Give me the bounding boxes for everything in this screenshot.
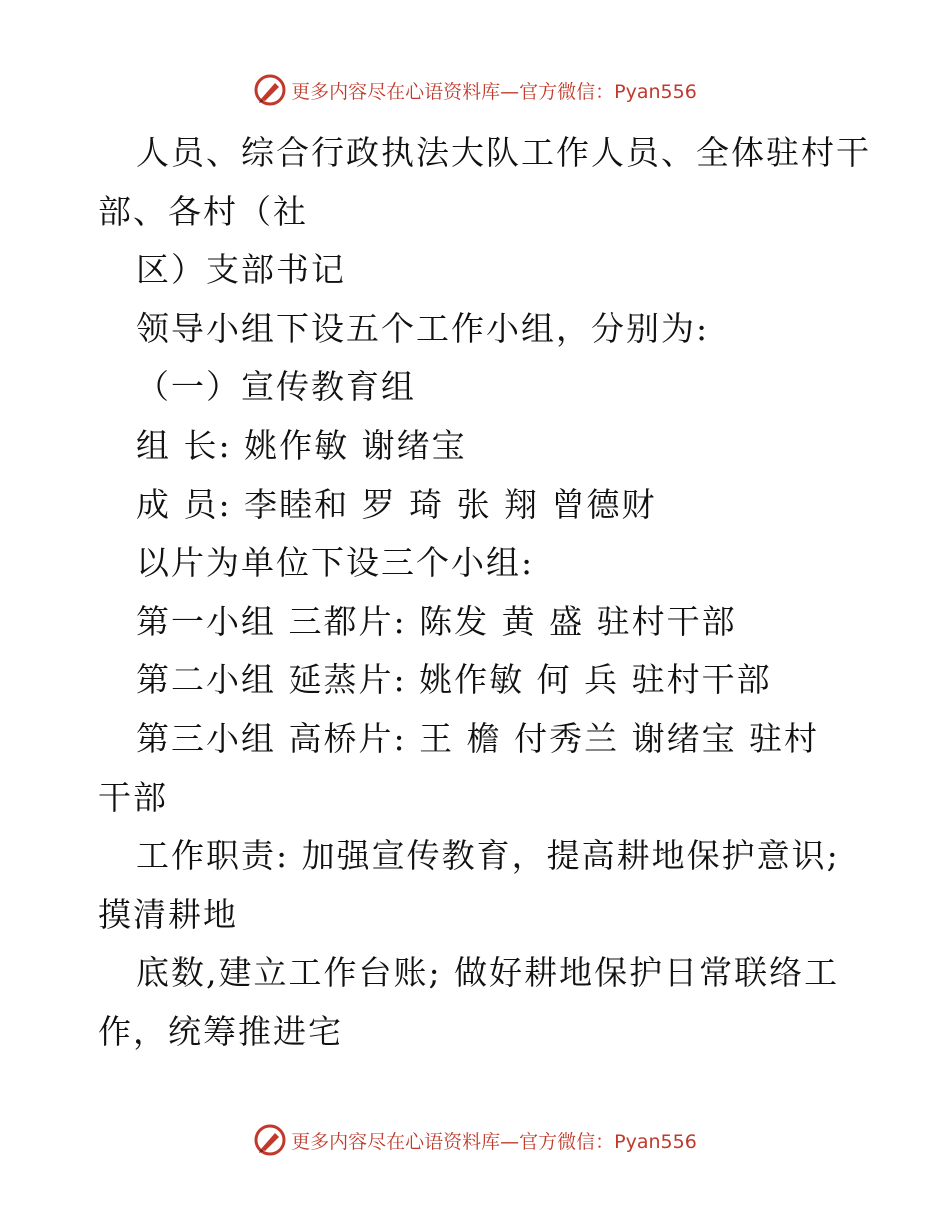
text-line: 摸清耕地 <box>98 894 238 934</box>
text-line: 工作职责: 加强宣传教育，提高耕地保护意识; <box>136 836 840 876</box>
text-line: 以片为单位下设三个小组: <box>136 543 535 583</box>
text-line: 领导小组下设五个工作小组，分别为: <box>136 308 710 348</box>
pen-logo-icon <box>253 1123 287 1157</box>
text-line: 部、各村（社 <box>98 191 308 231</box>
text-line: 第一小组 三都片: 陈发 黄 盛 驻村干部 <box>136 601 737 641</box>
text-line: 底数,建立工作台账; 做好耕地保护日常联络工 <box>136 953 840 993</box>
header-banner-text: 更多内容尽在心语资料库—官方微信：Pyan556 <box>291 80 697 103</box>
header-banner <box>0 70 950 110</box>
text-line: 成 员: 李睦和 罗 琦 张 翔 曾德财 <box>136 484 657 524</box>
text-line: 作，统筹推进宅 <box>98 1011 343 1051</box>
footer-banner-text: 更多内容尽在心语资料库—官方微信：Pyan556 <box>291 1130 697 1153</box>
text-line: （一）宣传教育组 <box>136 367 416 407</box>
footer-banner <box>0 1120 950 1160</box>
document-body <box>98 124 871 1062</box>
text-line: 组 长: 姚作敏 谢绪宝 <box>136 425 467 465</box>
text-line: 区）支部书记 <box>136 250 346 290</box>
text-line: 人员、综合行政执法大队工作人员、全体驻村干 <box>136 133 871 172</box>
text-line: 干部 <box>98 777 168 817</box>
pen-logo-icon <box>253 73 287 107</box>
text-line: 第二小组 延蒸片: 姚作敏 何 兵 驻村干部 <box>136 660 772 700</box>
text-line: 第三小组 高桥片: 王 檐 付秀兰 谢绪宝 驻村 <box>136 718 820 758</box>
